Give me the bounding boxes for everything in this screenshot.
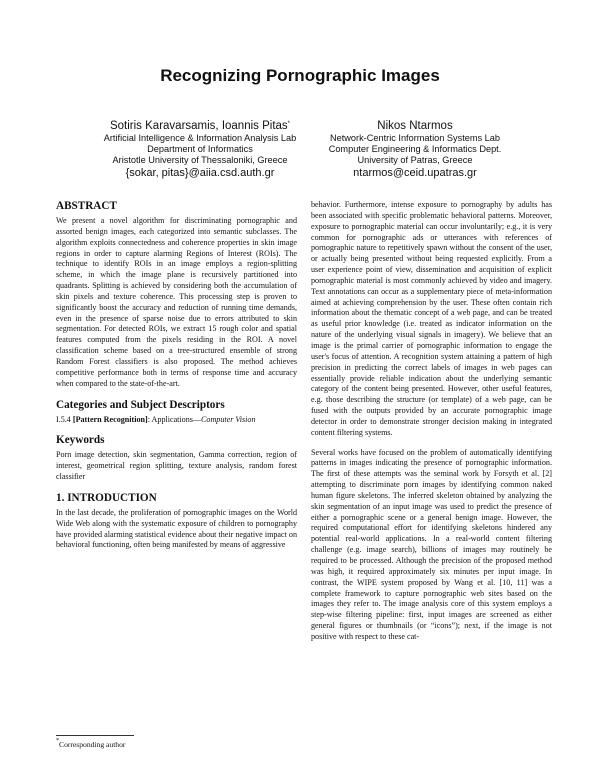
author-names-left: Sotiris Karavarsamis, Ioannis Pitas* bbox=[109, 120, 291, 132]
abstract-text: We present a novel algorithm for discriminating pornographic and assorted benign images, each categorized into semantic subclasses. The algorithm exploits connectedness and coherence properties in skin image regions in order to capture alarming Regions of Interest (ROIs). The technique to identify ROIs in an image employs a region-splitting scheme, in which the image plane is recursively partitioned into quadrants. Splitting is achieved by considering both the accumulation of skin pixels and texture coherence. This processing step is proven to significantly boost the accuracy and reduction of running time demands, even in the presence of sparse noise due to errors attributed to skin segmentation. For detected ROIs, we extract 15 rough color and spatial features computed from the pixels residing in the ROI. A novel classification scheme based on a tree-structured ensemble of strong Random Forest classifiers is also proposed. The method achieves competitive performance both in terms of response time and accuracy when compared to the state-of-the-art. bbox=[56, 216, 297, 388]
introduction-heading: 1. INTRODUCTION bbox=[56, 491, 157, 504]
author-dept-right: Computer Engineering & Informatics Dept. bbox=[328, 144, 502, 154]
footnote-rule bbox=[56, 735, 134, 736]
author-names-right: Nikos Ntarmos bbox=[377, 120, 453, 132]
abstract-heading: ABSTRACT bbox=[56, 200, 117, 212]
categories-text: I.5.4 [Pattern Recognition]: Applications—Computer Vision bbox=[56, 414, 256, 424]
related-work-paragraph: Several works have focused on the problem of automatically identifying patterns in images indicating the presence of pornographic information. The first of these attempts was the seminal work by Forsyth et al. [2] attempting to discriminate porn images by identifying common naked human figure skeletons. The inferred skeleton obtained by analyzing the skin segmentation of an input image was used to predict the presence of either a pornographic scene or a general benign image. However, the required computational effort for identifying skeletons hindered any potential real-world applications. In a real-world content filtering challenge (e.g. image search), billions of images may routinely be required to be processed. Although the precision of the proposed method was high, it required approximately six minutes per input image. In contrast, the WIPE system proposed by Wang et al. [10, 11] was a complete framework to capture pornographic web sites based on the images they refer to. The image analysis core of this system employs a step-wise filtering pipeline: first, input images are screened as either general figures or thumbnails (or “icons”); next, if the image is not positive with respect to these cat- bbox=[311, 447, 552, 641]
introduction-text: In the last decade, the proliferation of pornographic images on the World Wide Web along with the systematic exposure of children to pornography have provided alarming statistical evidence about their negative impact on behavioral functioning, often being manifested by means of aggressive bbox=[56, 507, 297, 550]
footnote: *Corresponding author bbox=[56, 738, 126, 749]
intro-paragraph-continued: behavior. Furthermore, intense exposure to pornography by adults has been associated with specific problematic behavioral patterns. Moreover, exposure to pornographic material can occur involuntarily; e.g., it is very common for pornographic ads or utterances with references of pornographic nature to repetitively spawn without the consent of the user, or actually being presented without being requested explicitly. From a user experience point of view, dissemination and acquisition of explicit pornographic material is most commonly achieved by video and imagery. Text annotations can occur as a supplementary piece of meta-information aimed at achieving comprehension by the user. These often contain rich information about the thematic concept of a web page, and can be treated as useful prior knowledge (i.e. treated as indicator information on the nature of the underlying visual signals in imagery). We believe that an image is the primal carrier of pornographic information to engage the user's focus of attention. A recognition system attaining a pattern of high precision in predicting the correct labels of images in web pages can essentially provide reliable indication about the underlying semantic category of the content being presented. However, other useful features, e.g. those describing the structure (or template) of a web page, can be fused with the outputs provided by an accurate pornographic image detector in order to demonstrate stronger decision making in integrated content filtering systems. bbox=[311, 200, 552, 437]
author-email-left: {sokar, pitas}@aiia.csd.auth.gr bbox=[125, 167, 275, 179]
author-dept-left: Department of Informatics bbox=[147, 144, 253, 154]
author-email-right: ntarmos@ceid.upatras.gr bbox=[353, 167, 477, 179]
corresponding-author-mark: * bbox=[287, 121, 291, 127]
author-lab-right: Network-Centric Information Systems Lab bbox=[329, 133, 501, 143]
right-column bbox=[311, 200, 552, 643]
author-lab-left: Artificial Intelligence & Information Analysis Lab bbox=[103, 133, 297, 143]
author-block-left bbox=[90, 119, 310, 180]
categories-heading: Categories and Subject Descriptors bbox=[56, 398, 225, 411]
author-univ-right: University of Patras, Greece bbox=[357, 155, 473, 165]
paper-title: Recognizing Pornographic Images bbox=[160, 66, 440, 85]
keywords-heading: Keywords bbox=[56, 434, 105, 447]
keywords-text: Porn image detection, skin segmentation, Gamma correction, region of interest, geometrical region splitting, texture analysis, random forest classifier bbox=[56, 450, 297, 482]
left-column bbox=[56, 200, 297, 551]
author-univ-left: Aristotle University of Thessaloniki, Greece bbox=[112, 155, 288, 165]
author-block-right bbox=[300, 119, 530, 180]
